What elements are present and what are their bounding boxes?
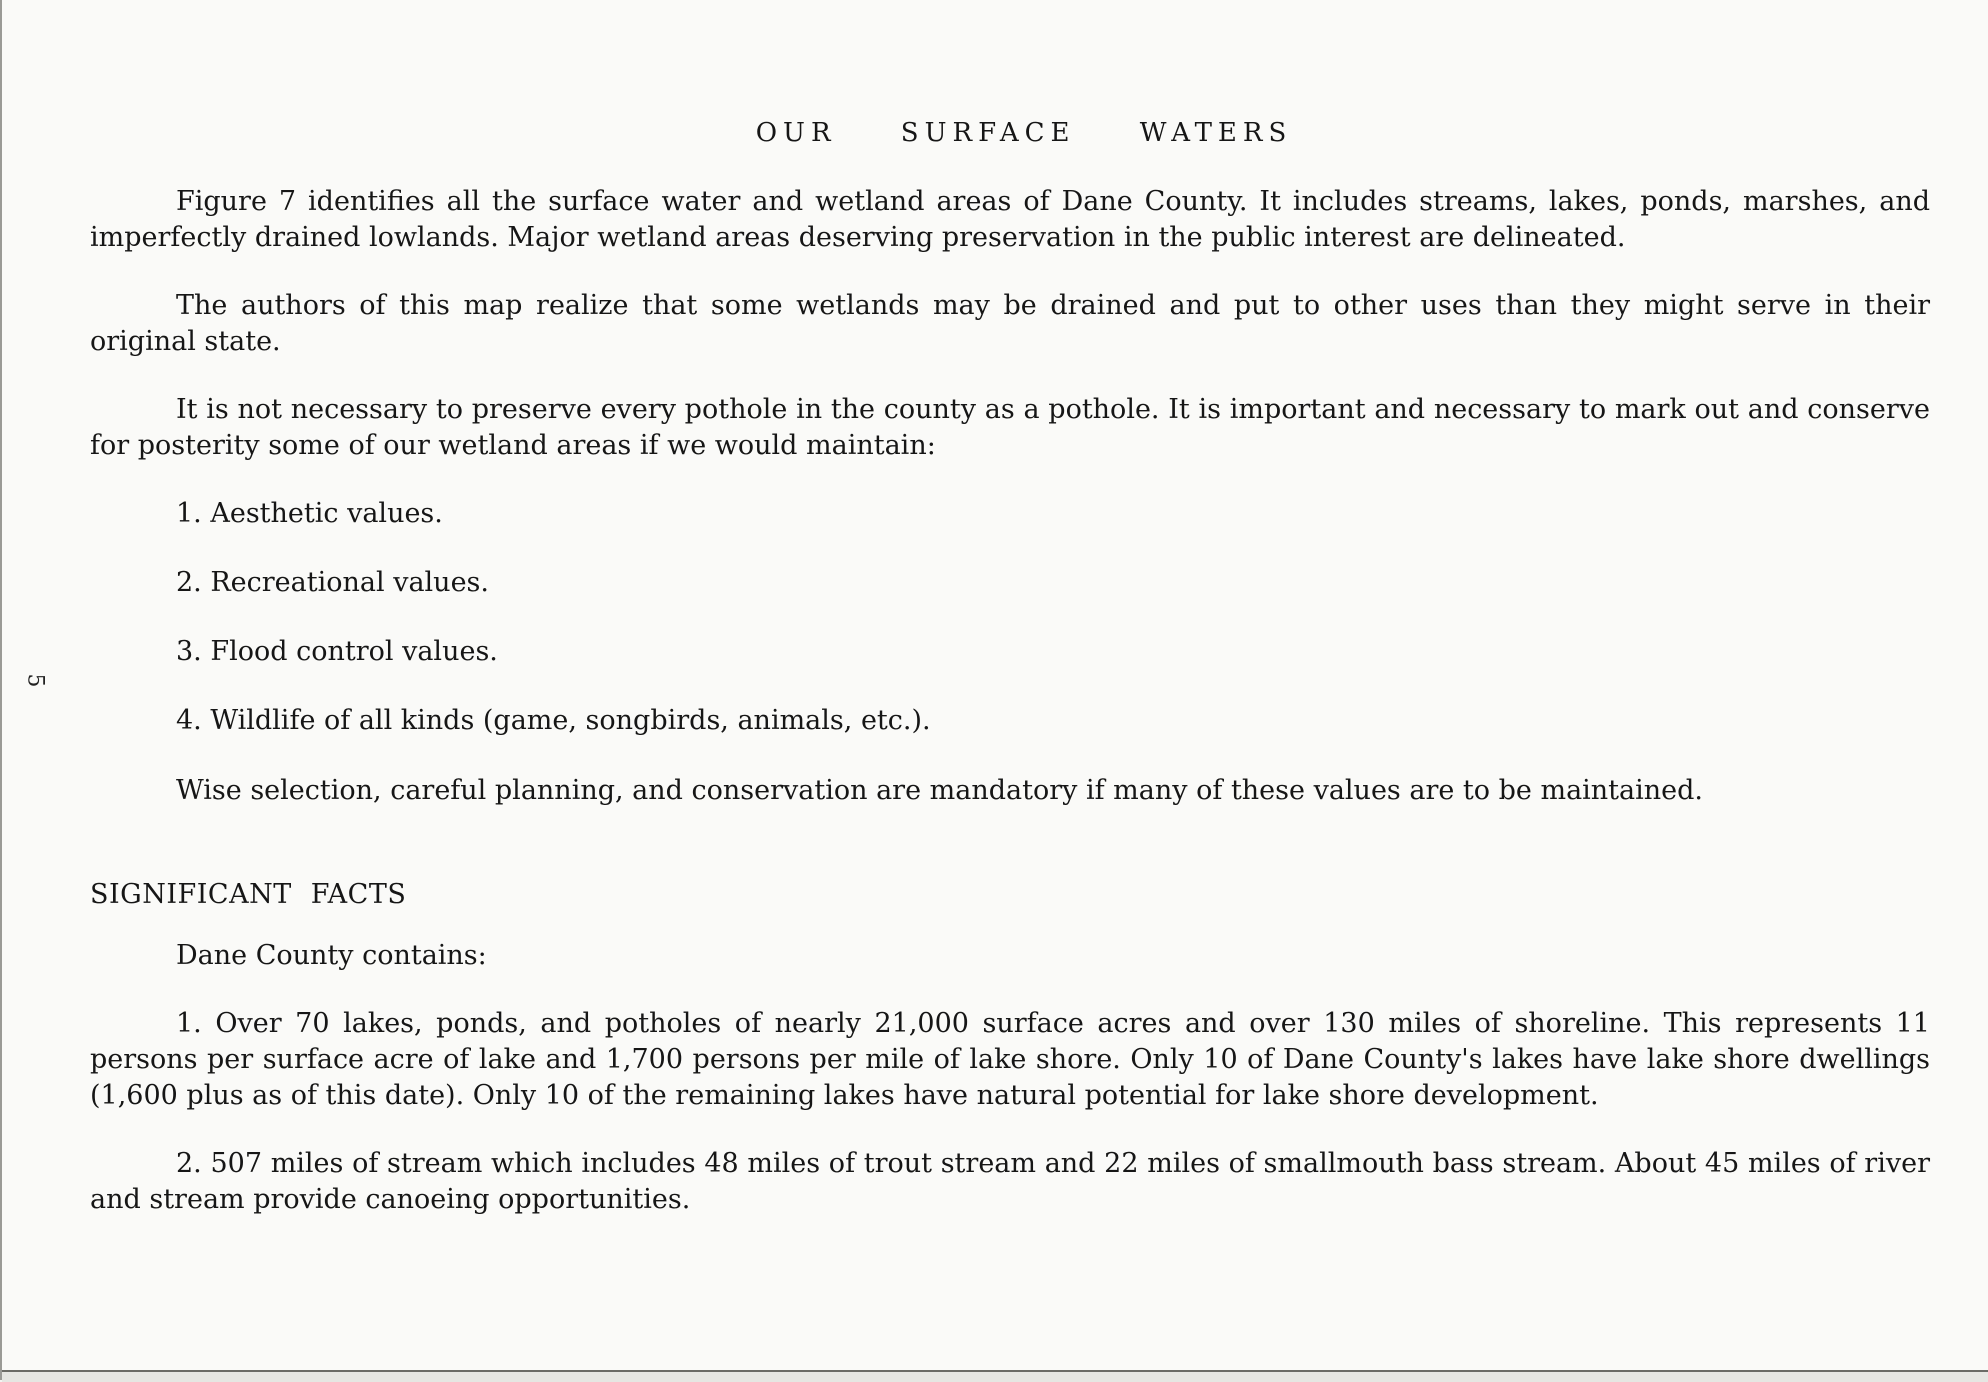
page-title: OUR SURFACE WATERS [755,118,1293,148]
page-bottom-edge [2,1370,1988,1382]
paragraph-preserve: It is not necessary to preserve every pothole in the county as a pothole. It is important and necessary to mark out and conserve for posterity some of our wetland areas if we would maintain: [90,394,1930,461]
paragraph-closing: Wise selection, careful planning, and conservation are mandatory if many of these values are to be maintained. [176,775,1704,806]
facts-intro: Dane County contains: [176,940,487,971]
document-body [90,118,1930,1218]
list-item: 1. Aesthetic values. [176,498,443,529]
paragraph-figure-intro: Figure 7 identifies all the surface water and wetland areas of Dane County. It includes streams, lakes, ponds, marshes, and imperfectly drained lowlands. Major wetland areas deserving preservation in the public interest are delineated. [90,186,1930,253]
values-list [90,496,1930,739]
page-number: 5 [22,673,48,688]
fact-item-streams: 2. 507 miles of stream which includes 48 miles of trout stream and 22 miles of smallmouth bass stream. About 45 miles of river and stream provide canoeing opportunities. [90,1148,1930,1215]
list-item: 3. Flood control values. [176,636,498,667]
list-item: 4. Wildlife of all kinds (game, songbirds, animals, etc.). [176,705,931,736]
list-item: 2. Recreational values. [176,567,489,598]
fact-item-lakes: 1. Over 70 lakes, ponds, and potholes of nearly 21,000 surface acres and over 130 miles of shoreline. This represents 11 persons per surface acre of lake and 1,700 persons per mile of lake shore. Only 10 of Dane County's lakes have lake shore dwellings (1,600 plus as of this date). Only 10 of the remaining lakes have natural potential for lake shore development. [90,1008,1930,1111]
section-heading-significant-facts: SIGNIFICANT FACTS [90,879,407,910]
paragraph-authors: The authors of this map realize that some wetlands may be drained and put to other uses than they might serve in their original state. [90,290,1930,357]
